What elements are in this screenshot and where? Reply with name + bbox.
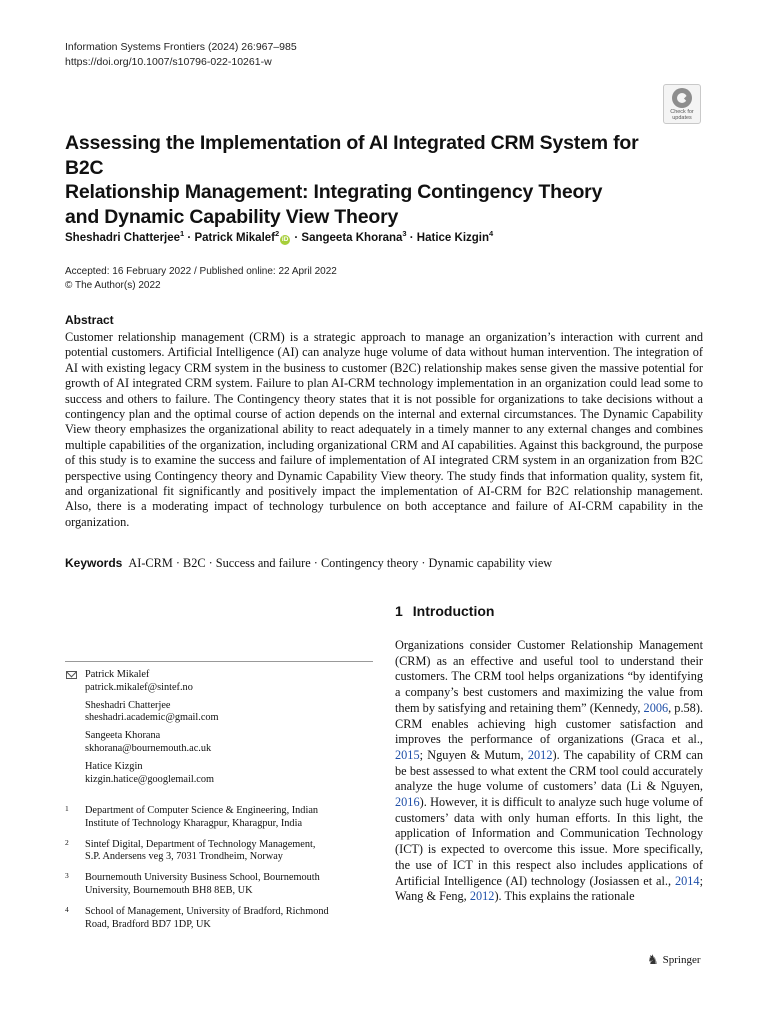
author-affil-ref: 4 [489, 229, 494, 238]
keywords-list: AI-CRM · B2C · Success and failure · Contingency theory · Dynamic capability view [128, 556, 553, 570]
contact-email[interactable]: kizgin.hatice@googlemail.com [85, 773, 215, 785]
affiliation-line: Department of Computer Science & Engineering, Indian [85, 805, 319, 816]
author-affil-ref: 3 [402, 229, 407, 238]
affiliation-line: S.P. Andersens veg 3, 7031 Trondheim, Norway [85, 851, 283, 863]
affiliation-line: School of Management, University of Bradford, Richmond [85, 905, 329, 917]
section-number: 1 [395, 603, 403, 619]
affiliation-line: Road, Bradford BD7 1DP, UK [85, 918, 211, 930]
citation-link[interactable]: 2012 [527, 747, 553, 762]
intro-text: , p.58). CRM enables achieving high customer satisfaction and improves the performance of organizations (Graca et al., [395, 700, 703, 747]
contact-entry [65, 761, 219, 787]
intro-text: ; Nguyen & Mutum, [419, 747, 528, 762]
citation-link[interactable]: 2014 [674, 873, 700, 888]
affiliation-number: 2 [65, 837, 69, 847]
section-heading-introduction [395, 603, 494, 620]
orcid-icon[interactable]: iD [281, 235, 289, 243]
accepted-published-dates: Accepted: 16 February 2022 / Published online: 22 April 2022 [65, 266, 337, 277]
envelope-icon [66, 671, 77, 679]
badge-text: Check for updates [670, 109, 694, 121]
publisher-logo [647, 952, 701, 968]
intro-text: ). The capability of CRM can be best assessed to what extent the CRM tool could accurately analyze the huge volume of customers’ data (Li & Nguyen, [395, 747, 703, 794]
affiliation-number: 3 [65, 871, 69, 881]
article-title [65, 131, 645, 229]
copyright-notice: © The Author(s) 2022 [65, 279, 161, 291]
contact-email[interactable]: patrick.mikalef@sintef.no [85, 681, 193, 693]
intro-text: Organizations consider Customer Relationship Management (CRM) as an effective and useful tool to understand their customers. The CRM tool helps organizations “by identifying a company’s best customers and maximizing the value from them by satisfying and retaining them” (Kennedy, [395, 638, 703, 715]
springer-horse-icon: ♞ [647, 952, 659, 967]
citation-link[interactable]: 2015 [395, 747, 420, 762]
affiliation-entry [65, 906, 373, 932]
affiliation-entry [65, 805, 373, 831]
affiliation-line: Bournemouth University Business School, Bournemouth [85, 872, 320, 884]
affiliation-number: 1 [65, 804, 69, 813]
affiliation-line: Sintef Digital, Department of Technology Management, [85, 838, 316, 850]
affiliation-number: 4 [65, 904, 69, 914]
author-name[interactable]: Hatice Kizgin [416, 231, 490, 244]
section-title: Introduction [412, 603, 495, 619]
abstract-body: Customer relationship management (CRM) is a strategic approach to manage an organization’s interaction with current and potential customers. Artificial Intelligence (AI) can analyze huge volume of data without human intervention. The integration of AI with existing legacy CRM system in the business to customer (B2C) relationship makes sense given the massive potential for growth of AI integrated CRM system. Failure to plan AI-CRM technology implementation in an organization could lead some to success and others to failure. The Contingency theory states that it is not possible for organizations to take decisions without a contingency plan and the optimal course of action depends on the internal and external circumstances. The Dynamic Capability View theory emphasizes the organizational ability to react adequately in a timely manner to any external changes and combines multiple capabilities of the organization, including organizational CRM and AI capabilities. Against this background, the purpose of this study is to examine the success and failure of implementation of AI integrated CRM system in an organization from B2C perspective using Contingency theory and Dynamic Capability View theory. The study finds that information quality, system fit, and organizational fit significantly and positively impact the implementation of AI-CRM for B2C relationship management. Also, there is a moderating impact of technology turbulence on both acceptance and failure of AI-CRM capability in the organization. [65, 330, 703, 529]
affiliation-line: Institute of Technology Kharagpur, Kharagpur, India [85, 817, 303, 829]
journal-header [65, 40, 297, 70]
title-line: and Dynamic Capability View Theory [65, 205, 399, 228]
affiliation-list [65, 805, 373, 939]
contact-name: Sangeeta Khorana [85, 730, 161, 742]
affiliation-entry [65, 839, 373, 865]
author-list [65, 226, 493, 246]
author-affil-ref: 1 [180, 229, 185, 238]
doi-link[interactable]: https://doi.org/10.1007/s10796-022-10261-w [65, 56, 272, 68]
journal-citation: Information Systems Frontiers (2024) 26:967–985 [65, 41, 297, 53]
intro-text: ). However, it is difficult to analyze such huge volume of customers’ data with only human efforts. In this light, the application of Information and Communication Technology (ICT) is expected to overcome this issue. More specifically, the use of ICT in this respect also includes applications of Artificial Intelligence (AI) technology (Josiassen et al., [395, 795, 703, 888]
contact-name: Hatice Kizgin [85, 760, 143, 772]
contact-name: Sheshadri Chatterjee [85, 699, 171, 711]
citation-link[interactable]: 2012 [469, 889, 495, 904]
introduction-body [395, 638, 703, 905]
publisher-name: Springer [662, 954, 701, 966]
contact-name: Patrick Mikalef [85, 669, 150, 680]
contact-entry [65, 730, 219, 756]
intro-text: ; Wang & Feng, [395, 873, 703, 904]
author-name[interactable]: Sangeeta Khorana [301, 231, 403, 244]
abstract-heading: Abstract [65, 313, 114, 327]
title-line: Assessing the Implementation of AI Integrated CRM System for B2C [65, 132, 639, 179]
affiliation-entry [65, 872, 373, 898]
footnote-divider [65, 661, 373, 662]
contact-entry [65, 669, 219, 695]
check-for-updates-badge[interactable] [663, 84, 701, 124]
citation-link[interactable]: 2016 [395, 795, 420, 810]
contact-entry [65, 700, 219, 726]
keywords [65, 556, 552, 571]
intro-text: ). This explains the rationale [494, 889, 635, 904]
author-affil-ref: 2 [275, 229, 280, 238]
affiliation-line: University, Bournemouth BH8 8EB, UK [85, 884, 253, 896]
contact-email[interactable]: skhorana@bournemouth.ac.uk [85, 742, 212, 754]
publication-dates [65, 265, 337, 292]
keywords-label: Keywords [65, 556, 123, 570]
author-separator: · [406, 231, 417, 244]
author-separator: · [184, 231, 195, 244]
contact-list [65, 669, 219, 791]
contact-email[interactable]: sheshadri.academic@gmail.com [85, 712, 219, 724]
author-separator: · [291, 231, 302, 244]
check-for-updates-icon [672, 88, 692, 108]
author-name[interactable]: Patrick Mikalef [194, 231, 275, 244]
citation-link[interactable]: 2006 [643, 700, 669, 715]
title-line: Relationship Management: Integrating Contingency Theory [65, 181, 603, 203]
author-name[interactable]: Sheshadri Chatterjee [65, 231, 181, 244]
